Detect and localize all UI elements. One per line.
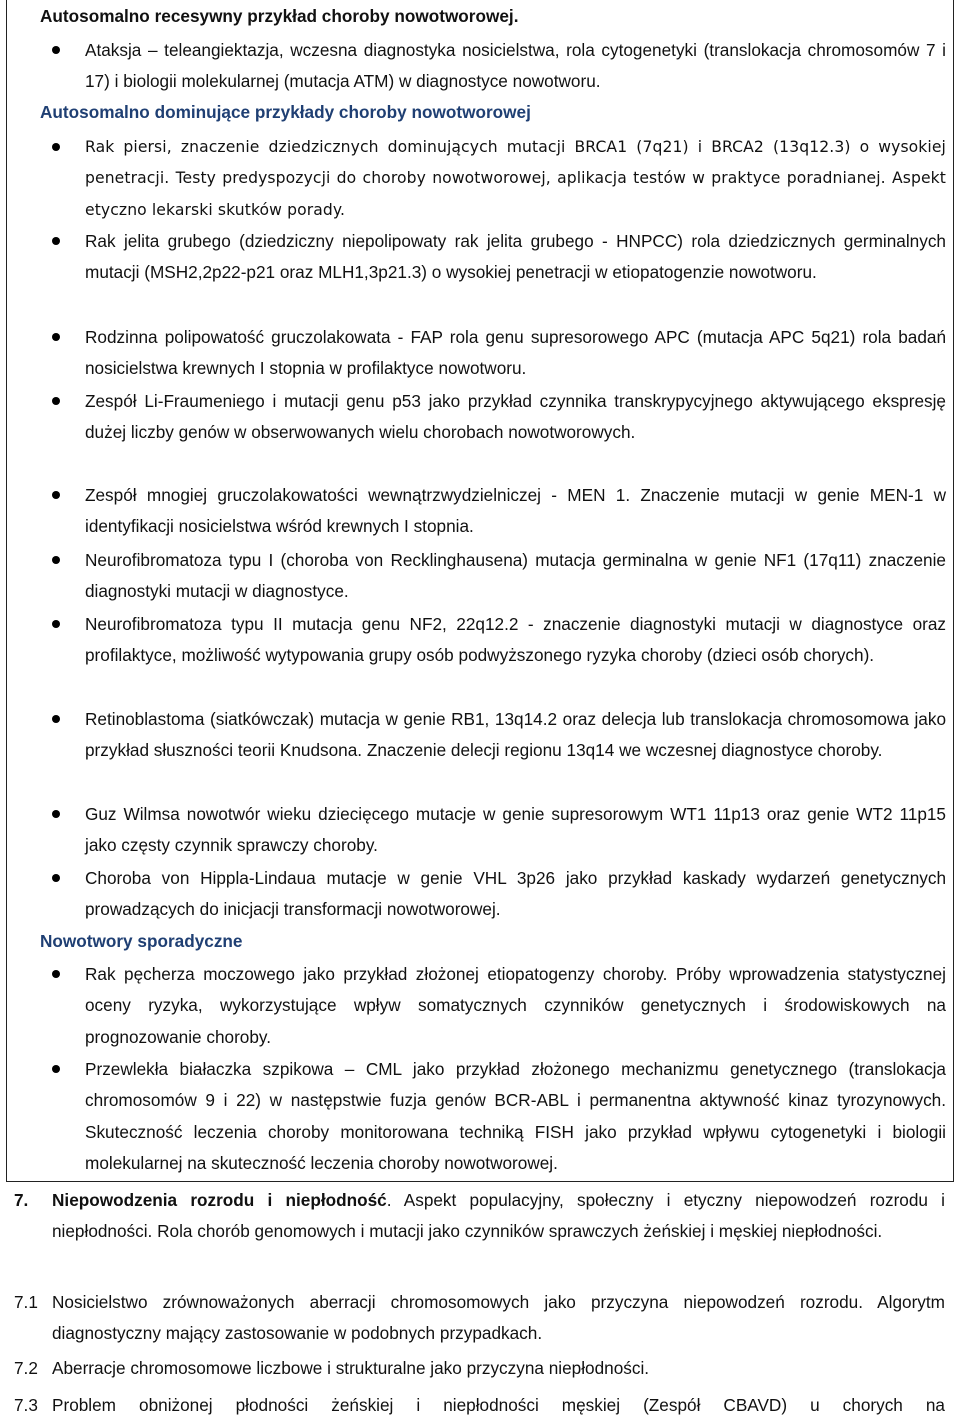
bullet-nf2: Neurofibromatoza typu II mutacja genu NF2, 22q12.2 - znaczenie diagnostyki mutacji w diagnostyce oraz profilaktyce, możliwość wytypowania grupy osób podwyższonego ryzyka choroby (dzieci osób chorych).	[85, 614, 946, 666]
bullet-vhl: Choroba von Hippla-Lindaua mutacje w genie VHL 3p26 jako przykład kaskady wydarzeń genetycznych prowadzących do inicjacji transformacji nowotworowej.	[85, 868, 946, 920]
bullet-wilms: Guz Wilmsa nowotwór wieku dziecięcego mutacje w genie supresorowym WT1 11p13 oraz genie WT2 11p15 jako częsty czynnik sprawczy choroby.	[85, 804, 946, 856]
section-7-body: . Aspekt populacyjny, społeczny i etyczny niepowodzeń rozrodu i niepłodności. Rola chorób genomowych i mutacji jako czynników sprawczych żeńskiej i męskiej niepłodności.	[52, 1190, 946, 1242]
heading-dominant: Autosomalno dominujące przykłady choroby nowotworowej	[40, 102, 531, 122]
bullet-icon	[52, 715, 60, 723]
bullet-brca: Rak piersi, znaczenie dziedzicznych dominujących mutacji BRCA1 (7q21) i BRCA2 (13q12.3) o wysokiej penetracji. Testy predyspozycji do choroby nowotworowej, aplikacja testów w praktyce poradnianej. Aspekt etyczno lekarski skutków porady.	[85, 138, 946, 219]
subsection-7-3-number: 7.3	[14, 1395, 38, 1415]
section-7-number: 7.	[14, 1190, 29, 1210]
bullet-bladder: Rak pęcherza moczowego jako przykład złożonej etiopatogenzy choroby. Próby wprowadzenia statystycznej oceny ryzyka, wykorzystujące wpływ somatycznych czynników genetycznych i środowiskowych na prognozowanie choroby.	[85, 964, 946, 1047]
subsection-7-1-text: Nosicielstwo zrównoważonych aberracji chromosomowych jako przyczyna niepowodzeń rozrodu. Algorytm diagnostyczny mający zastosowanie w podobnych przypadkach.	[52, 1292, 945, 1344]
bullet-icon	[52, 333, 60, 341]
bullet-cml: Przewlekła białaczka szpikowa – CML jako przykład złożonego mechanizmu genetycznego (translokacja chromosomów 9 i 22) w następstwie fuzja genów BCR-ABL i permanentna aktywność kinaz tyrozynowych. Skuteczność leczenia choroby monitorowana techniką FISH jako przykład wpływu cytogenetyki i biologii molekularnej na skuteczność leczenia choroby nowotworowej.	[85, 1059, 946, 1173]
subsection-7-1-number: 7.1	[14, 1292, 38, 1312]
subsection-7-2-number: 7.2	[14, 1358, 38, 1378]
bullet-men1: Zespół mnogiej gruczolakowatości wewnątrzwydzielniczej - MEN 1. Znaczenie mutacji w genie MEN-1 w identyfikacji nosicielstwa wśród krewnych I stopnia.	[85, 485, 946, 537]
bullet-icon	[52, 556, 60, 564]
bullet-icon	[52, 143, 60, 151]
bullet-ataxia: Ataksja – teleangiektazja, wczesna diagnostyka nosicielstwa, rola cytogenetyki (translokacja chromosomów 7 i 17) i biologii molekularnej (mutacja ATM) w diagnostyce nowotworu.	[85, 40, 946, 92]
subsection-7-3-text: Problem obniżonej płodności żeńskiej i niepłodności męskiej (Zespół CBAVD) u chorych na	[52, 1395, 945, 1415]
bullet-icon	[52, 1065, 60, 1073]
bullet-fap: Rodzinna polipowatość gruczolakowata - FAP rola genu supresorowego APC (mutacja APC 5q21) rola badań nosicielstwa krewnych I stopnia w profilaktyce nowotworu.	[85, 327, 946, 379]
bullet-icon	[52, 397, 60, 405]
bullet-icon	[52, 970, 60, 978]
bullet-icon	[52, 237, 60, 245]
bullet-icon	[52, 874, 60, 882]
heading-recessive: Autosomalno recesywny przykład choroby nowotworowej.	[40, 6, 519, 26]
bullet-retinoblastoma: Retinoblastoma (siatkówczak) mutacja w genie RB1, 13q14.2 oraz delecja lub translokacja chromosomowa jako przykład słuszności teorii Knudsona. Znaczenie delecji regionu 13q14 we wczesnej diagnostyce choroby.	[85, 709, 946, 761]
bullet-hnpcc: Rak jelita grubego (dziedziczny niepolipowaty rak jelita grubego - HNPCC) rola dziedzicznych germinalnych mutacji (MSH2,2p22-p21 oraz MLH1,3p21.3) o wysokiej penetracji w etiopatogenzie nowotworu.	[85, 231, 946, 283]
bullet-icon	[52, 810, 60, 818]
bullet-icon	[52, 491, 60, 499]
bullet-icon	[52, 620, 60, 628]
section-7-title: Niepowodzenia rozrodu i niepłodność	[52, 1190, 387, 1210]
bullet-li-fraumeni: Zespół Li-Fraumeniego i mutacji genu p53 jako przykład czynnika transkrypycyjnego aktywującego ekspresję dużej liczby genów w obserwowanych wielu chorobach nowotworowych.	[85, 391, 946, 443]
subsection-7-2-text: Aberracje chromosomowe liczbowe i strukturalne jako przyczyna niepłodności.	[52, 1358, 650, 1378]
bullet-icon	[52, 46, 60, 54]
section-7-text	[52, 1185, 945, 1248]
bullet-nf1: Neurofibromatoza typu I (choroba von Recklinghausena) mutacja germinalna w genie NF1 (17q11) znaczenie diagnostyki mutacji w diagnostyce.	[85, 550, 946, 602]
heading-sporadic: Nowotwory sporadyczne	[40, 931, 243, 951]
